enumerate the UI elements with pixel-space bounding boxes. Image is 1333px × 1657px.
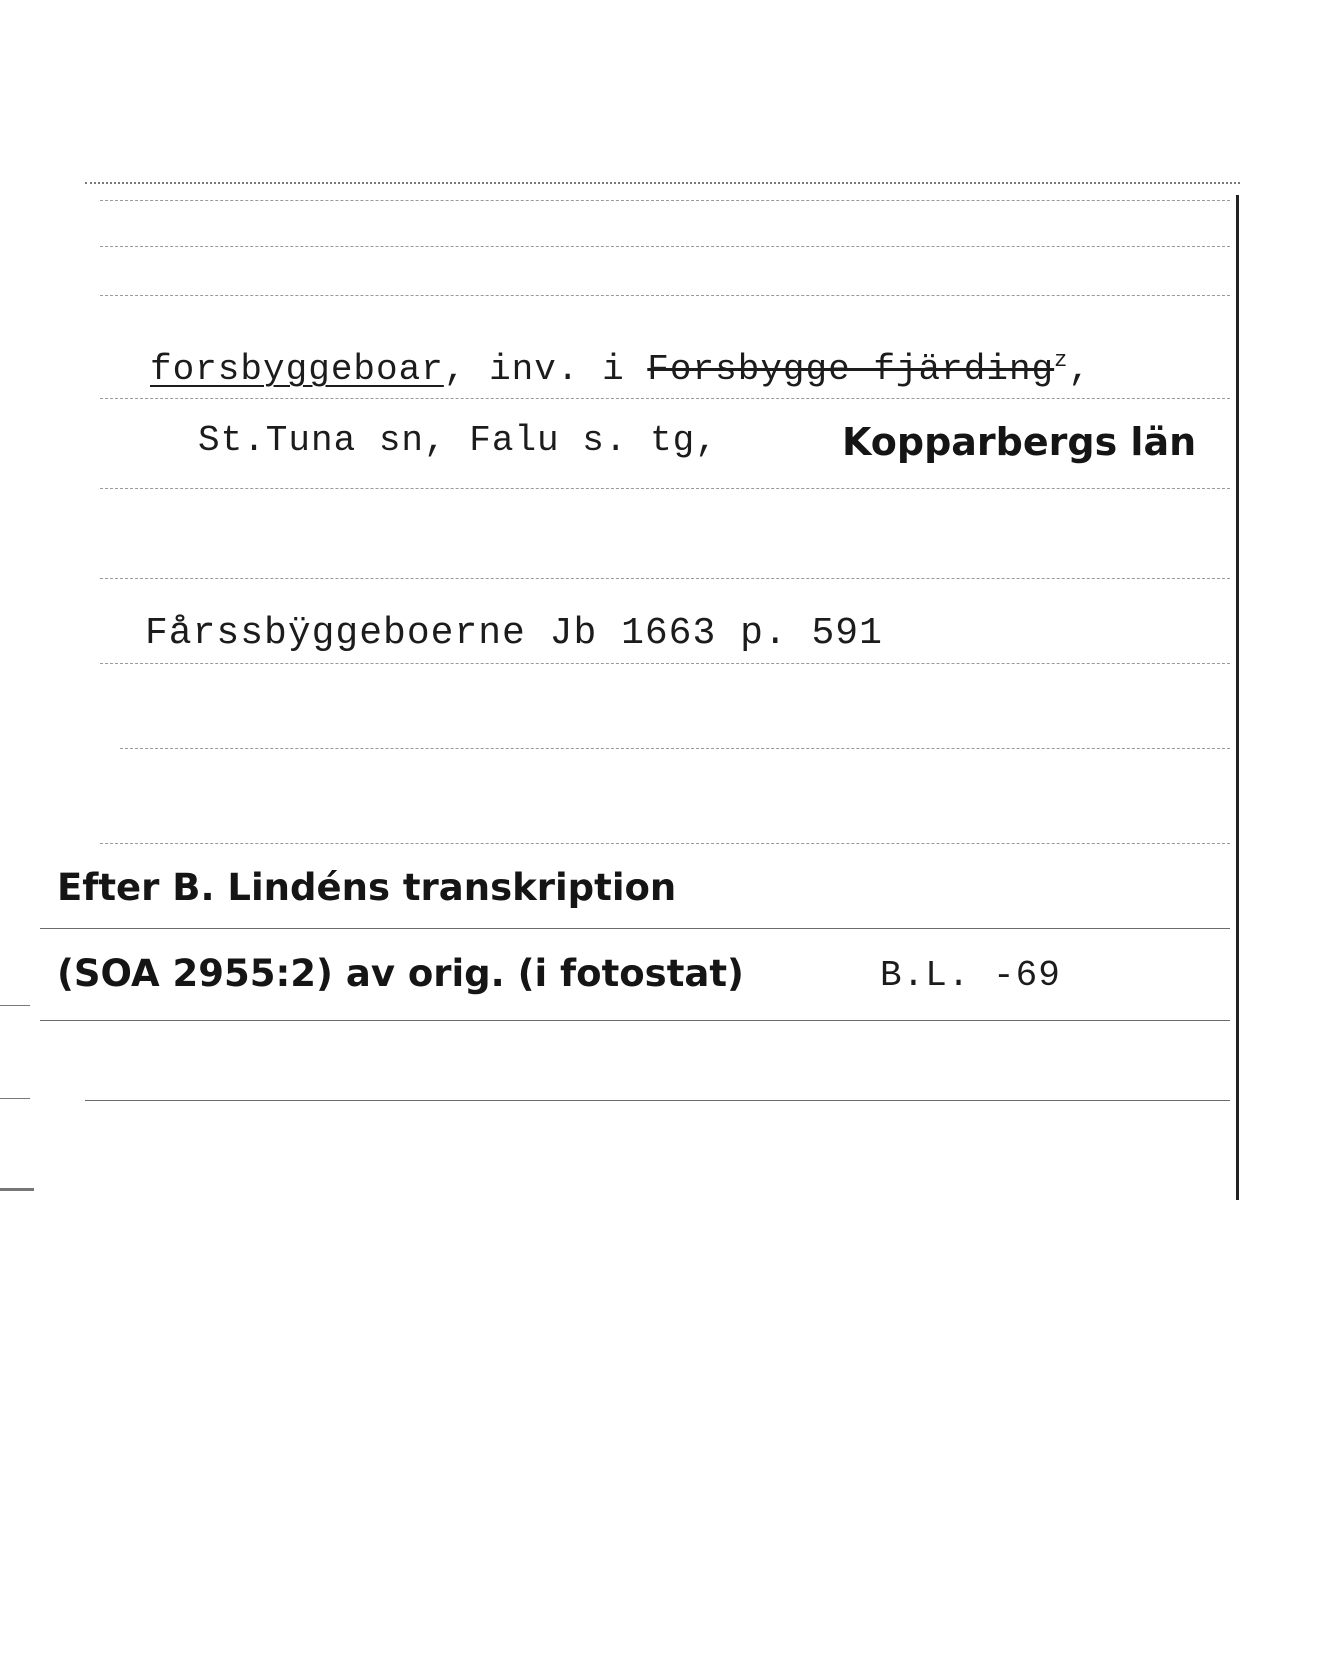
ruled-line	[100, 246, 1230, 247]
entry-line-2: St.Tuna sn, Falu s. tg,	[198, 420, 718, 461]
card-right-edge	[1236, 195, 1239, 1200]
ruled-line	[100, 398, 1230, 399]
ruled-line	[100, 488, 1230, 489]
ruled-line	[40, 1020, 1230, 1021]
ruled-line	[100, 843, 1230, 844]
entry-line-end: ,	[1068, 349, 1091, 390]
signature: B.L. -69	[880, 955, 1061, 996]
struck-text: Forsbygge fjärding	[647, 349, 1055, 390]
county-stamp: Kopparbergs län	[842, 420, 1197, 464]
ruled-line	[100, 295, 1230, 296]
ruled-line	[100, 200, 1230, 201]
entry-text: , inv. i	[443, 349, 648, 390]
scan-edge-mark	[0, 1098, 30, 1099]
ruled-line	[120, 748, 1230, 749]
source-reference: Fårssbÿggeboerne Jb 1663 p. 591	[145, 612, 883, 655]
headword: forsbyggeboar	[150, 349, 444, 390]
ruled-line	[100, 578, 1230, 579]
card-top-edge	[85, 182, 1240, 184]
correction-mark: z	[1054, 348, 1069, 373]
entry-line-1	[150, 348, 1091, 390]
ruled-line	[85, 1100, 1230, 1101]
ruled-line	[40, 928, 1230, 929]
transcription-note-line-1: Efter B. Lindéns transkription	[57, 866, 677, 909]
ruled-line	[100, 663, 1230, 664]
scan-edge-mark	[0, 1005, 30, 1006]
scan-edge-mark	[0, 1188, 34, 1191]
transcription-note-line-2: (SOA 2955:2) av orig. (i fotostat)	[57, 952, 744, 995]
